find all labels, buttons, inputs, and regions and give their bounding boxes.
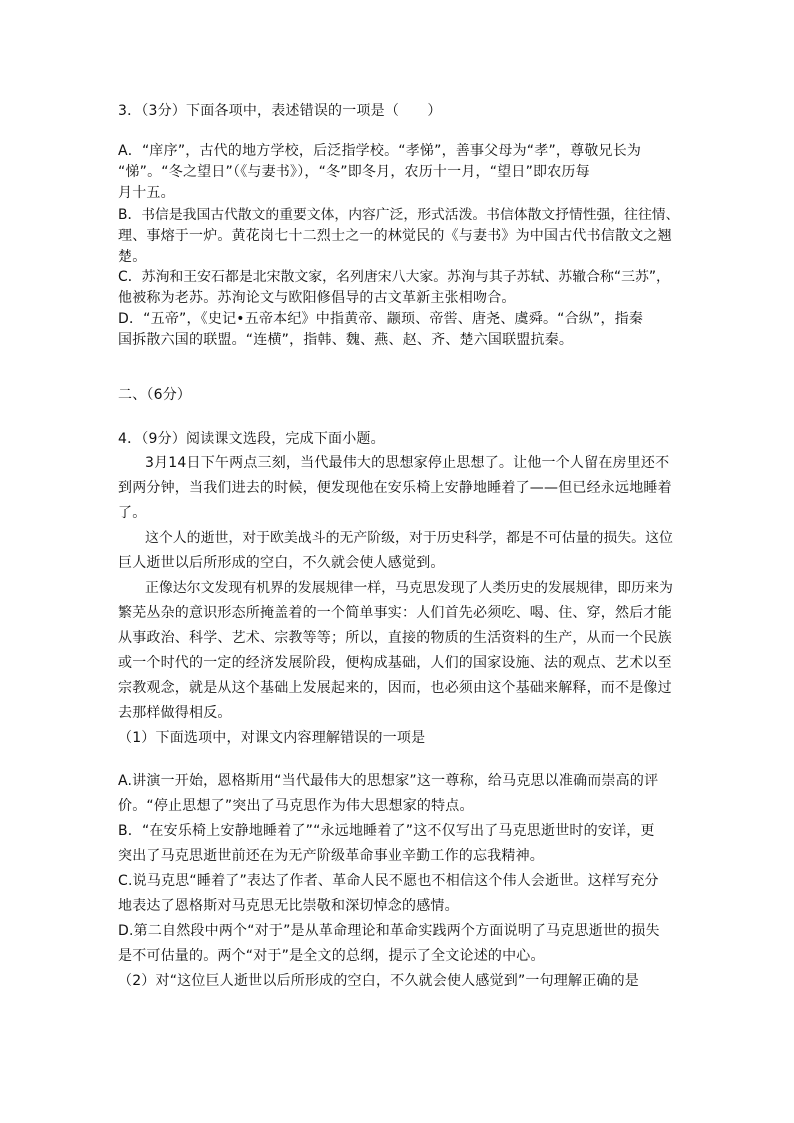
q4-passage-p2-line1: 这个人的逝世，对于欧美战斗的无产阶级，对于历史科学，都是不可估量的损失。这位	[145, 530, 673, 546]
q3-option-b-line3: 楚。	[118, 249, 147, 265]
q4-passage-p1-line3: 了。	[118, 505, 147, 521]
q3-option-d-line1: D．“五帝”，《史记•五帝本纪》中指黄帝、颛顼、帝喾、唐尧、虞舜。“合纵”，指秦	[118, 311, 644, 327]
q3-option-c-line2: 他被称为老苏。苏洵论文与欧阳修倡导的古文革新主张相吻合。	[118, 290, 516, 306]
q4-sub1-option-b-line2: 突出了马克思逝世前还在为无产阶级革命事业辛勤工作的忘我精神。	[118, 848, 544, 864]
q4-passage-p2-line2: 巨人逝世以后所形成的空白，不久就会使人感觉到。	[118, 555, 445, 571]
q4-sub1-option-c-line1: C.说马克思“睡着了”表达了作者、革命人民不愿也不相信这个伟人会逝世。这样写充分	[118, 873, 659, 889]
q3-option-a-line3: 月十五。	[118, 185, 175, 201]
q4-sub1-option-c-line2: 地表达了恩格斯对马克思无比崇敬和深切悼念的感情。	[118, 898, 459, 914]
q4-passage-p3-line1: 正像达尔文发现有机界的发展规律一样，马克思发现了人类历史的发展规律，即历来为	[145, 580, 673, 596]
q4-sub1-option-a-line1: A.讲演一开始，恩格斯用“当代最伟大的思想家”这一尊称，给马克思以准确而崇高的评	[118, 773, 659, 789]
q4-passage-p3-line3: 从事政治、科学、艺术、宗教等等；所以，直接的物质的生活资料的生产，从而一个民族	[118, 630, 672, 646]
question-4-title: 4．（9分）阅读课文选段，完成下面小题。	[118, 431, 385, 447]
q4-passage-p1-line1: 3月14日下午两点三刻，当代最伟大的思想家停止思想了。让他一个人留在房里还不	[145, 455, 670, 471]
q4-sub1-option-d-line2: 是不可估量的。两个“对于”是全文的总纲，提示了全文论述的中心。	[118, 948, 545, 964]
q3-option-a-line2: “悌”。“冬之望日”（《与妻书》），“冬”即冬月，农历十一月，“望日”即农历每	[118, 164, 590, 180]
q4-sub2-title: （2）对“这位巨人逝世以后所形成的空白，不久就会使人感觉到”一句理解正确的是	[118, 973, 640, 989]
q4-passage-p3-line4: 或一个时代的一定的经济发展阶段，便构成基础，人们的国家设施、法的观点、艺术以至	[118, 655, 672, 671]
q4-passage-p1-line2: 到两分钟，当我们进去的时候，便发现他在安乐椅上安静地睡着了——但已经永远地睡着	[118, 480, 672, 496]
q4-sub1-title: （1）下面选项中，对课文内容理解错误的一项是	[118, 730, 426, 746]
q4-passage-p3-line5: 宗教观念，就是从这个基础上发展起来的，因而，也必须由这个基础来解释，而不是像过	[118, 680, 672, 696]
q3-option-d-line2: 国拆散六国的联盟。“连横”，指韩、魏、燕、赵、齐、楚六国联盟抗秦。	[118, 332, 574, 348]
q4-passage-p3-line6: 去那样做得相反。	[118, 705, 232, 721]
q4-sub1-option-a-line2: 价。“停止思想了”突出了马克思作为伟大思想家的特点。	[118, 798, 474, 814]
q3-option-c-line1: C．苏洵和王安石都是北宋散文家，名列唐宋八大家。苏洵与其子苏轼、苏辙合称“三苏”，	[118, 269, 670, 285]
q3-option-b-line2: 理、事熔于一炉。黄花岗七十二烈士之一的林觉民的《与妻书》为中国古代书信散文之翘	[118, 228, 672, 244]
q4-sub1-option-b-line1: B．“在安乐椅上安静地睡着了”“永远地睡着了”这不仅写出了马克思逝世时的安详，更	[118, 823, 655, 839]
question-3-title: 3．（3分）下面各项中，表述错误的一项是（ ）	[118, 103, 442, 119]
q3-option-b-line1: B．书信是我国古代散文的重要文体，内容广泛，形式活泼。书信体散文抒情性强，往往情、	[118, 207, 680, 223]
q4-sub1-option-d-line1: D.第二自然段中两个“对于”是从革命理论和革命实践两个方面说明了马克思逝世的损失	[118, 923, 660, 939]
section-2-heading: 二、（6分）	[118, 387, 192, 403]
q3-option-a-line1: A．“庠序”，古代的地方学校，后泛指学校。“孝悌”，善事父母为“孝”，尊敬兄长为	[118, 143, 642, 159]
q4-passage-p3-line2: 繁芜丛杂的意识形态所掩盖着的一个简单事实：人们首先必须吃、喝、住、穿，然后才能	[118, 605, 672, 621]
